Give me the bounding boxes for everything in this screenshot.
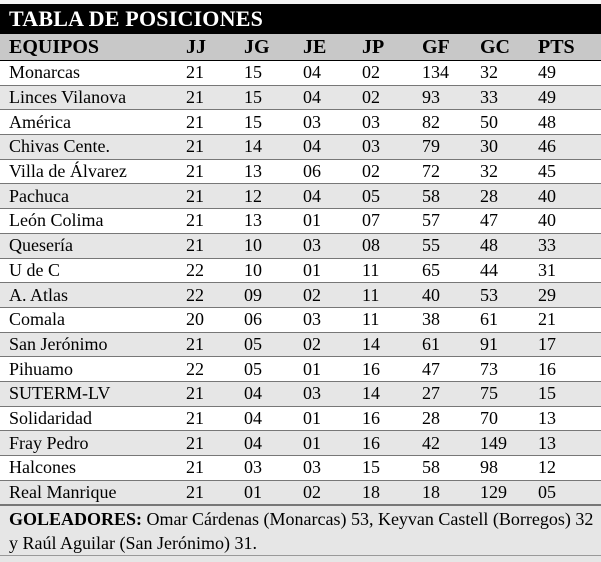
stat-cell-jp: 14 xyxy=(362,381,422,406)
col-header-jg: JG xyxy=(244,34,303,61)
stat-cell-jj: 21 xyxy=(186,406,244,431)
stat-cell-gf: 27 xyxy=(422,381,480,406)
scorers-text: Omar Cárdenas (Monarcas) 53, Keyvan Castell (Borregos) 32 y Raúl Aguilar (San Jerónimo) 31. xyxy=(9,509,594,554)
stat-cell-gf: 61 xyxy=(422,332,480,357)
stat-cell-jp: 07 xyxy=(362,209,422,234)
stat-cell-gc: 129 xyxy=(480,480,538,505)
team-name-cell: Monarcas xyxy=(0,61,186,86)
stat-cell-jg: 13 xyxy=(244,159,303,184)
stat-cell-gf: 57 xyxy=(422,209,480,234)
stat-cell-gf: 72 xyxy=(422,159,480,184)
stat-cell-gc: 44 xyxy=(480,258,538,283)
stat-cell-gc: 53 xyxy=(480,283,538,308)
scorers-label: GOLEADORES: xyxy=(9,509,143,530)
stat-cell-gc: 48 xyxy=(480,233,538,258)
table-row xyxy=(0,480,601,505)
stat-cell-je: 03 xyxy=(303,381,362,406)
stat-cell-jj: 22 xyxy=(186,258,244,283)
table-row xyxy=(0,159,601,184)
stat-cell-pts: 40 xyxy=(538,184,601,209)
stat-cell-je: 04 xyxy=(303,61,362,86)
stat-cell-je: 01 xyxy=(303,258,362,283)
stat-cell-jj: 21 xyxy=(186,332,244,357)
stat-cell-gf: 134 xyxy=(422,61,480,86)
stat-cell-je: 03 xyxy=(303,456,362,481)
team-name-cell: Fray Pedro xyxy=(0,431,186,456)
stat-cell-gf: 42 xyxy=(422,431,480,456)
stat-cell-gc: 32 xyxy=(480,61,538,86)
stat-cell-gc: 47 xyxy=(480,209,538,234)
stat-cell-jg: 10 xyxy=(244,233,303,258)
stat-cell-je: 03 xyxy=(303,233,362,258)
table-body xyxy=(0,61,601,505)
table-row xyxy=(0,357,601,382)
stat-cell-pts: 48 xyxy=(538,110,601,135)
team-name-cell: A. Atlas xyxy=(0,283,186,308)
stat-cell-jp: 15 xyxy=(362,456,422,481)
table-row xyxy=(0,431,601,456)
table-title: TABLA DE POSICIONES xyxy=(0,4,601,34)
team-name-cell: América xyxy=(0,110,186,135)
stat-cell-jj: 22 xyxy=(186,283,244,308)
stat-cell-gf: 38 xyxy=(422,307,480,332)
team-name-cell: Comala xyxy=(0,307,186,332)
standings-table xyxy=(0,34,601,505)
stat-cell-jj: 21 xyxy=(186,110,244,135)
stat-cell-jp: 11 xyxy=(362,307,422,332)
team-name-cell: Pachuca xyxy=(0,184,186,209)
stat-cell-jp: 03 xyxy=(362,135,422,160)
stat-cell-gc: 149 xyxy=(480,431,538,456)
stat-cell-je: 03 xyxy=(303,307,362,332)
stat-cell-je: 01 xyxy=(303,431,362,456)
stat-cell-pts: 17 xyxy=(538,332,601,357)
stat-cell-pts: 49 xyxy=(538,85,601,110)
stat-cell-gf: 47 xyxy=(422,357,480,382)
stat-cell-jp: 16 xyxy=(362,357,422,382)
stat-cell-jg: 03 xyxy=(244,456,303,481)
stat-cell-jj: 20 xyxy=(186,307,244,332)
stat-cell-gc: 61 xyxy=(480,307,538,332)
stat-cell-gf: 82 xyxy=(422,110,480,135)
stat-cell-jj: 21 xyxy=(186,61,244,86)
stat-cell-pts: 12 xyxy=(538,456,601,481)
team-name-cell: Halcones xyxy=(0,456,186,481)
stat-cell-jg: 01 xyxy=(244,480,303,505)
stat-cell-jg: 13 xyxy=(244,209,303,234)
stat-cell-gf: 93 xyxy=(422,85,480,110)
stat-cell-pts: 31 xyxy=(538,258,601,283)
top-scorers-note xyxy=(0,505,601,555)
stat-cell-jg: 05 xyxy=(244,332,303,357)
stat-cell-gc: 98 xyxy=(480,456,538,481)
table-row xyxy=(0,110,601,135)
stat-cell-gc: 28 xyxy=(480,184,538,209)
col-header-pts: PTS xyxy=(538,34,601,61)
stat-cell-je: 02 xyxy=(303,283,362,308)
stat-cell-je: 03 xyxy=(303,110,362,135)
stat-cell-jp: 08 xyxy=(362,233,422,258)
stat-cell-jp: 11 xyxy=(362,283,422,308)
stat-cell-gf: 55 xyxy=(422,233,480,258)
stat-cell-jj: 21 xyxy=(186,233,244,258)
stat-cell-pts: 33 xyxy=(538,233,601,258)
stat-cell-jp: 18 xyxy=(362,480,422,505)
stat-cell-gc: 32 xyxy=(480,159,538,184)
stat-cell-jp: 03 xyxy=(362,110,422,135)
table-row xyxy=(0,406,601,431)
stat-cell-jj: 21 xyxy=(186,159,244,184)
stat-cell-gf: 65 xyxy=(422,258,480,283)
stat-cell-je: 02 xyxy=(303,332,362,357)
table-row xyxy=(0,209,601,234)
stat-cell-gc: 91 xyxy=(480,332,538,357)
stat-cell-jj: 22 xyxy=(186,357,244,382)
stat-cell-gf: 28 xyxy=(422,406,480,431)
table-row xyxy=(0,307,601,332)
col-header-je: JE xyxy=(303,34,362,61)
stat-cell-jj: 21 xyxy=(186,431,244,456)
table-row xyxy=(0,135,601,160)
col-header-jj: JJ xyxy=(186,34,244,61)
stat-cell-gc: 50 xyxy=(480,110,538,135)
stat-cell-jg: 15 xyxy=(244,85,303,110)
stat-cell-gc: 30 xyxy=(480,135,538,160)
stat-cell-jj: 21 xyxy=(186,381,244,406)
stat-cell-gf: 40 xyxy=(422,283,480,308)
stat-cell-pts: 29 xyxy=(538,283,601,308)
stat-cell-jg: 12 xyxy=(244,184,303,209)
table-row xyxy=(0,283,601,308)
team-name-cell: Quesería xyxy=(0,233,186,258)
stat-cell-je: 04 xyxy=(303,184,362,209)
stat-cell-gc: 73 xyxy=(480,357,538,382)
stat-cell-jg: 04 xyxy=(244,431,303,456)
bottom-strip xyxy=(0,555,601,562)
stat-cell-gc: 33 xyxy=(480,85,538,110)
stat-cell-pts: 21 xyxy=(538,307,601,332)
stat-cell-jg: 06 xyxy=(244,307,303,332)
stat-cell-je: 01 xyxy=(303,357,362,382)
col-header-gf: GF xyxy=(422,34,480,61)
stat-cell-jg: 15 xyxy=(244,110,303,135)
stat-cell-jp: 16 xyxy=(362,431,422,456)
stat-cell-je: 04 xyxy=(303,85,362,110)
stat-cell-jp: 16 xyxy=(362,406,422,431)
stat-cell-jj: 21 xyxy=(186,85,244,110)
header-row xyxy=(0,34,601,61)
stat-cell-jj: 21 xyxy=(186,135,244,160)
team-name-cell: Chivas Cente. xyxy=(0,135,186,160)
stat-cell-pts: 45 xyxy=(538,159,601,184)
stat-cell-jj: 21 xyxy=(186,480,244,505)
stat-cell-jj: 21 xyxy=(186,184,244,209)
stat-cell-jg: 09 xyxy=(244,283,303,308)
stat-cell-je: 06 xyxy=(303,159,362,184)
stat-cell-jj: 21 xyxy=(186,456,244,481)
stat-cell-pts: 05 xyxy=(538,480,601,505)
stat-cell-gf: 58 xyxy=(422,184,480,209)
table-row xyxy=(0,381,601,406)
stat-cell-je: 02 xyxy=(303,480,362,505)
stat-cell-gf: 79 xyxy=(422,135,480,160)
team-name-cell: U de C xyxy=(0,258,186,283)
stat-cell-jp: 14 xyxy=(362,332,422,357)
team-name-cell: Real Manrique xyxy=(0,480,186,505)
table-row xyxy=(0,61,601,86)
team-name-cell: San Jerónimo xyxy=(0,332,186,357)
team-name-cell: Linces Vilanova xyxy=(0,85,186,110)
stat-cell-gc: 70 xyxy=(480,406,538,431)
stat-cell-jg: 05 xyxy=(244,357,303,382)
stat-cell-pts: 15 xyxy=(538,381,601,406)
table-row xyxy=(0,258,601,283)
team-name-cell: SUTERM-LV xyxy=(0,381,186,406)
table-row xyxy=(0,85,601,110)
stat-cell-je: 04 xyxy=(303,135,362,160)
stat-cell-jp: 02 xyxy=(362,61,422,86)
stat-cell-jp: 11 xyxy=(362,258,422,283)
stat-cell-je: 01 xyxy=(303,209,362,234)
stat-cell-gc: 75 xyxy=(480,381,538,406)
col-header-equipos: EQUIPOS xyxy=(0,34,186,61)
stat-cell-pts: 46 xyxy=(538,135,601,160)
stat-cell-gf: 18 xyxy=(422,480,480,505)
stat-cell-pts: 16 xyxy=(538,357,601,382)
table-row xyxy=(0,184,601,209)
stat-cell-jg: 15 xyxy=(244,61,303,86)
stat-cell-jp: 02 xyxy=(362,85,422,110)
stat-cell-jg: 04 xyxy=(244,406,303,431)
stat-cell-jp: 05 xyxy=(362,184,422,209)
col-header-gc: GC xyxy=(480,34,538,61)
stat-cell-gf: 58 xyxy=(422,456,480,481)
col-header-jp: JP xyxy=(362,34,422,61)
stat-cell-jp: 02 xyxy=(362,159,422,184)
stat-cell-pts: 13 xyxy=(538,406,601,431)
stat-cell-pts: 49 xyxy=(538,61,601,86)
stat-cell-pts: 13 xyxy=(538,431,601,456)
table-row xyxy=(0,456,601,481)
stat-cell-jg: 04 xyxy=(244,381,303,406)
stat-cell-jg: 14 xyxy=(244,135,303,160)
team-name-cell: Pihuamo xyxy=(0,357,186,382)
stat-cell-pts: 40 xyxy=(538,209,601,234)
stat-cell-jg: 10 xyxy=(244,258,303,283)
table-row xyxy=(0,332,601,357)
team-name-cell: Villa de Álvarez xyxy=(0,159,186,184)
table-row xyxy=(0,233,601,258)
stat-cell-je: 01 xyxy=(303,406,362,431)
stat-cell-jj: 21 xyxy=(186,209,244,234)
team-name-cell: León Colima xyxy=(0,209,186,234)
team-name-cell: Solidaridad xyxy=(0,406,186,431)
